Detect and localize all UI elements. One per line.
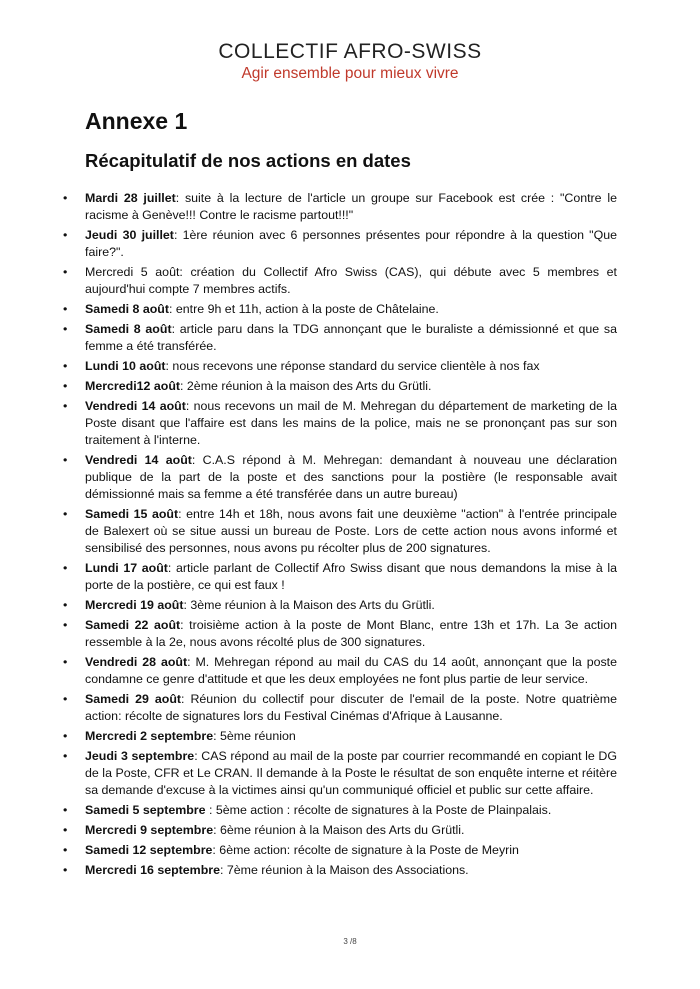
page-number: 3 /8 bbox=[343, 937, 357, 946]
action-date: Samedi 12 septembre bbox=[85, 843, 213, 857]
action-text: : article parlant de Collectif Afro Swiss disant que nous demandons la mise à la porte de la postière, ce qui est faux ! bbox=[85, 561, 617, 592]
action-date: Samedi 8 août bbox=[85, 322, 172, 336]
bullet-icon: • bbox=[63, 655, 68, 669]
list-item bbox=[63, 728, 617, 745]
action-text: : entre 9h et 11h, action à la poste de Châtelaine. bbox=[169, 302, 439, 316]
list-item bbox=[63, 654, 618, 688]
bullet-icon: • bbox=[63, 228, 68, 242]
action-date: Lundi 17 août bbox=[85, 561, 168, 575]
list-item bbox=[63, 321, 617, 355]
action-date: Mercredi12 août bbox=[85, 379, 181, 393]
bullet-icon: • bbox=[63, 843, 68, 857]
action-text: : 1ère réunion avec 6 personnes présentes pour répondre à la question "Que faire?". bbox=[85, 228, 618, 259]
bullet-icon: • bbox=[63, 359, 68, 373]
bullet-icon: • bbox=[63, 265, 68, 279]
action-text: : suite à la lecture de l'article un groupe sur Facebook est crée : "Contre le racisme à Genève!!! Contre le racisme partout!!!" bbox=[85, 191, 617, 222]
list-item bbox=[63, 358, 617, 375]
list-item bbox=[63, 190, 617, 224]
bullet-icon: • bbox=[63, 379, 68, 393]
list-item bbox=[63, 862, 617, 879]
action-date: Mardi 28 juillet bbox=[85, 191, 176, 205]
bullet-icon: • bbox=[63, 302, 68, 316]
action-date: Lundi 10 août bbox=[85, 359, 166, 373]
bullet-icon: • bbox=[63, 598, 68, 612]
action-text: : CAS répond au mail de la poste par courrier recommandé en copiant le DG de la Poste, CFR et Le CRAN. Il demande à la Poste le résultat de son enquête interne et réitère sa demande d'excuse à la victimes ainsi qu'un communiqué officiel et public sur cette affaire. bbox=[85, 749, 618, 797]
action-date: Mercredi 2 septembre bbox=[85, 729, 214, 743]
action-text: : article paru dans la TDG annonçant que le buraliste a démissionné et que sa femme a été transférée. bbox=[85, 322, 617, 353]
action-text: : nous recevons un mail de M. Mehregan du département de marketing de la Poste disant que l'affaire est dans les mains de la police, mais ne se prononçant pas sur son traitement à l'interne. bbox=[85, 399, 617, 447]
section-subtitle: Récapitulatif de nos actions en dates bbox=[85, 150, 411, 171]
action-text: : 7ème réunion à la Maison des Associations. bbox=[219, 863, 469, 877]
bullet-icon: • bbox=[63, 561, 68, 575]
action-text: : 6ème réunion à la Maison des Arts du Grütli. bbox=[213, 823, 465, 837]
list-item bbox=[63, 264, 617, 298]
action-text: : M. Mehregan répond au mail du CAS du 14 août, annonçant que la poste condamne ce genre d'attitude et que les deux employées ne font plus partie de leur service. bbox=[85, 655, 618, 686]
action-text: : 6ème action: récolte de signature à la Poste de Meyrin bbox=[212, 843, 519, 857]
action-text: : 5ème action : récolte de signatures à la Poste de Plainpalais. bbox=[205, 803, 552, 817]
action-date: Samedi 29 août bbox=[85, 692, 182, 706]
organization-tagline: Agir ensemble pour mieux vivre bbox=[241, 65, 459, 82]
organization-name: COLLECTIF AFRO-SWISS bbox=[218, 40, 482, 63]
bullet-icon: • bbox=[63, 749, 68, 763]
list-item bbox=[63, 748, 618, 799]
bullet-icon: • bbox=[63, 692, 68, 706]
list-item bbox=[63, 802, 617, 819]
list-item bbox=[63, 301, 617, 318]
action-date: Jeudi 30 juillet bbox=[85, 228, 174, 242]
action-text: : entre 14h et 18h, nous avons fait une deuxième "action" à l'entrée principale de Balexert où se situe aussi un bureau de Poste. Lors de cette action nous avons informé et sensibilisé des personnes, nous avons pu récolter plus de 200 signatures. bbox=[85, 507, 617, 555]
list-item bbox=[63, 452, 617, 503]
action-date: Vendredi 14 août bbox=[85, 399, 186, 413]
action-date: Mercredi 16 septembre bbox=[85, 863, 220, 877]
action-text: : 3ème réunion à la Maison des Arts du Grütli. bbox=[183, 598, 435, 612]
bullet-icon: • bbox=[63, 803, 68, 817]
list-item bbox=[63, 378, 617, 395]
bullet-icon: • bbox=[63, 618, 68, 632]
action-text: : C.A.S répond à M. Mehregan: demandant à nouveau une déclaration publique de la part de la poste et des sanctions pour la postière (le responsable avait démissionné mais sa femme a été transférée dans un autre bureau) bbox=[85, 453, 617, 501]
list-item bbox=[63, 691, 617, 725]
action-text: : 2ème réunion à la maison des Arts du Grütli. bbox=[180, 379, 432, 393]
list-item bbox=[63, 822, 617, 839]
action-text: : nous recevons une réponse standard du service clientèle à nos fax bbox=[165, 359, 540, 373]
list-item bbox=[63, 842, 617, 859]
actions-list bbox=[63, 190, 618, 882]
document-header bbox=[0, 40, 700, 84]
bullet-icon: • bbox=[63, 191, 68, 205]
action-date: Mercredi 9 septembre bbox=[85, 823, 214, 837]
action-date: Samedi 5 septembre bbox=[85, 803, 206, 817]
bullet-icon: • bbox=[63, 399, 68, 413]
bullet-icon: • bbox=[63, 729, 68, 743]
action-date: Mercredi 19 août bbox=[85, 598, 184, 612]
action-text: : Réunion du collectif pour discuter de l'email de la poste. Notre quatrième action: récolte de signatures lors du Festival Cinémas d'Afrique à Lausanne. bbox=[85, 692, 617, 723]
bullet-icon: • bbox=[63, 507, 68, 521]
list-item bbox=[63, 398, 617, 449]
page-title: Annexe 1 bbox=[85, 108, 188, 134]
action-date: Jeudi 3 septembre bbox=[85, 749, 195, 763]
bullet-icon: • bbox=[63, 322, 68, 336]
action-date: Samedi 22 août bbox=[85, 618, 181, 632]
list-item bbox=[63, 227, 618, 261]
bullet-icon: • bbox=[63, 863, 68, 877]
list-item bbox=[63, 617, 618, 651]
action-date: Vendredi 28 août bbox=[85, 655, 188, 669]
action-date: Samedi 15 août bbox=[85, 507, 179, 521]
bullet-icon: • bbox=[63, 823, 68, 837]
action-date: Vendredi 14 août bbox=[85, 453, 192, 467]
list-item bbox=[63, 560, 617, 594]
action-text: : troisième action à la poste de Mont Blanc, entre 13h et 17h. La 3e action ressemble à la 2e, nous avons récolté plus de 300 signatures. bbox=[85, 618, 618, 649]
action-text: : 5ème réunion bbox=[213, 729, 296, 743]
list-item bbox=[63, 597, 617, 614]
list-item bbox=[63, 506, 617, 557]
action-date: Mercredi 5 août bbox=[85, 265, 180, 279]
action-date: Samedi 8 août bbox=[85, 302, 170, 316]
action-text: : création du Collectif Afro Swiss (CAS), qui débute avec 5 membres et aujourd'hui compte 7 membres actifs. bbox=[85, 265, 617, 296]
bullet-icon: • bbox=[63, 453, 68, 467]
